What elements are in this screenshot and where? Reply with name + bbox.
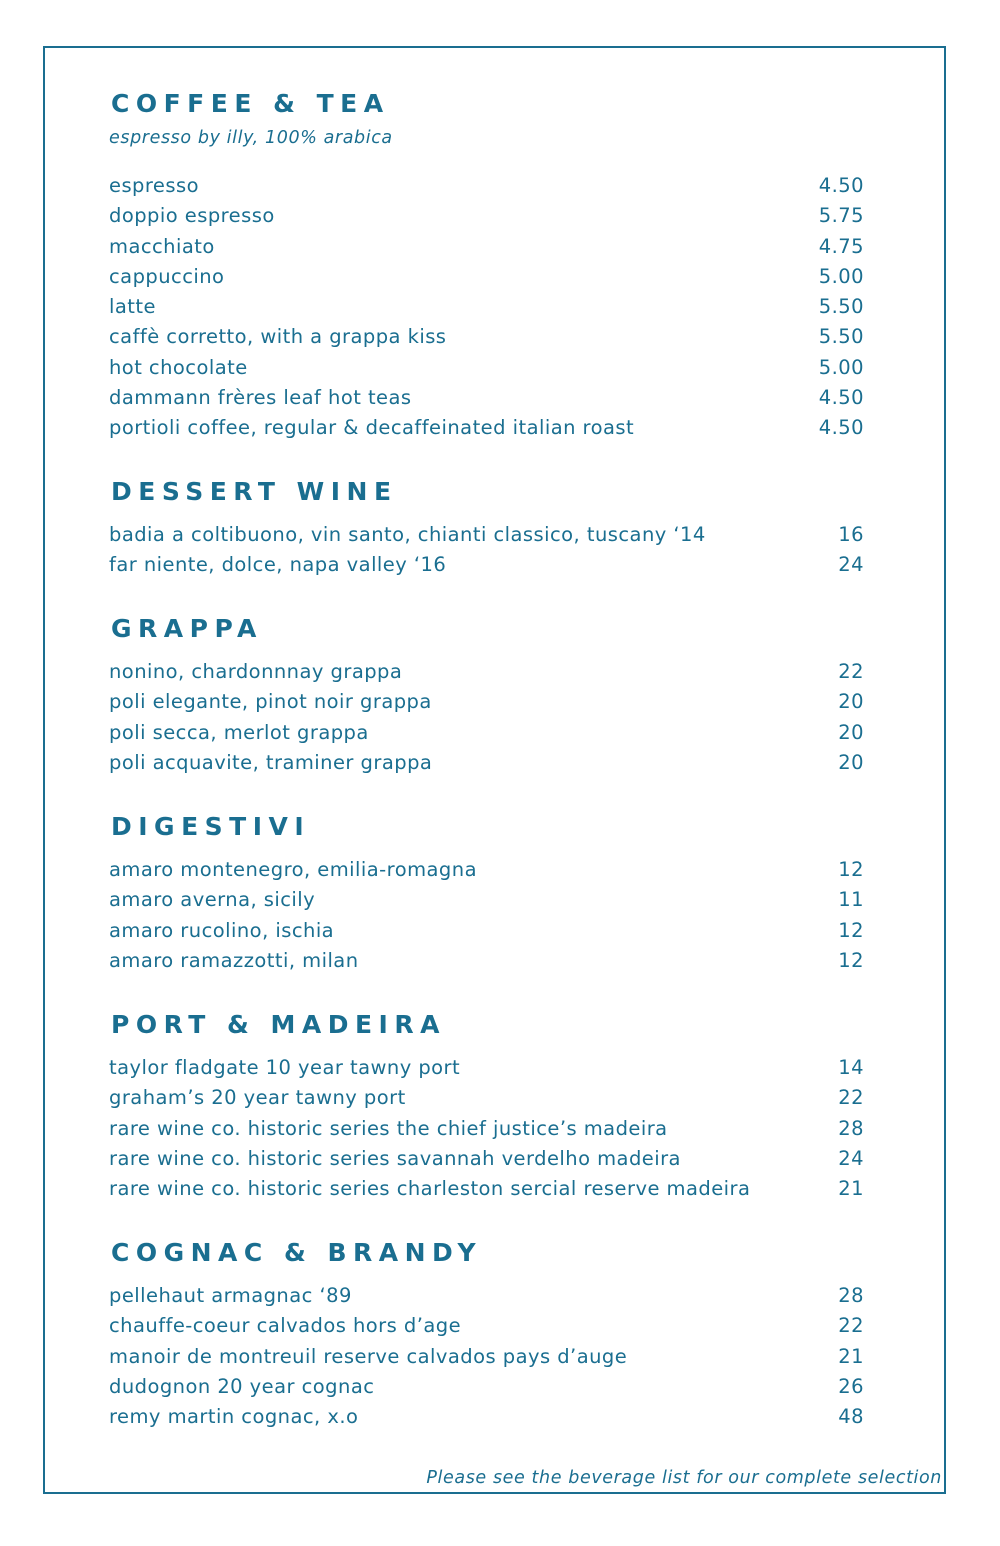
- item-name: macchiato: [109, 234, 215, 258]
- section-title-cognac-brandy: COGNAC & BRANDY: [111, 1238, 483, 1267]
- section-title-port-madeira: PORT & MADEIRA: [111, 1010, 446, 1039]
- item-name: cappuccino: [109, 264, 225, 288]
- menu-item: [109, 1114, 864, 1144]
- menu-item: [109, 262, 864, 292]
- item-price: 24: [838, 553, 864, 577]
- item-name: portioli coffee, regular & decaffeinated italian roast: [109, 416, 635, 440]
- item-price: 22: [838, 660, 864, 683]
- item-price: 4.50: [818, 174, 864, 197]
- item-name: hot chocolate: [109, 355, 248, 379]
- item-price: 14: [838, 1056, 864, 1079]
- item-name: badia a coltibuono, vin santo, chianti classico, tuscany ‘14: [109, 523, 706, 546]
- item-list-dessert-wine: [109, 520, 864, 581]
- item-name: amaro rucolino, ischia: [109, 918, 335, 942]
- item-price: 24: [838, 1146, 864, 1170]
- menu-item: [109, 885, 864, 915]
- item-name: remy martin cognac, x.o: [109, 1405, 359, 1429]
- item-name: poli secca, merlot grappa: [109, 720, 369, 744]
- item-list-digestivi: [109, 855, 864, 976]
- item-price: 20: [838, 690, 864, 714]
- menu-item: [109, 171, 864, 201]
- menu-item: [109, 353, 864, 383]
- item-price: 11: [838, 888, 864, 912]
- section-title-dessert-wine: DESSERT WINE: [111, 477, 398, 506]
- item-price: 5.00: [818, 264, 864, 288]
- item-name: pellehaut armagnac ‘89: [109, 1284, 352, 1307]
- item-price: 28: [838, 1116, 864, 1140]
- menu-item: [109, 1342, 864, 1372]
- item-price: 22: [838, 1086, 864, 1110]
- item-price: 5.50: [818, 295, 864, 319]
- item-price: 16: [838, 523, 864, 546]
- menu-item: [109, 1174, 864, 1204]
- item-name: taylor fladgate 10 year tawny port: [109, 1056, 461, 1079]
- item-name: espresso: [109, 174, 199, 197]
- menu-item: [109, 1372, 864, 1402]
- menu-item: [109, 946, 864, 976]
- item-price: 12: [838, 858, 864, 881]
- item-name: graham’s 20 year tawny port: [109, 1086, 406, 1110]
- section-subtitle-coffee-tea: espresso by illy, 100% arabica: [109, 128, 393, 148]
- item-list-grappa: [109, 657, 864, 778]
- item-name: amaro averna, sicily: [109, 888, 316, 912]
- item-price: 28: [838, 1284, 864, 1307]
- menu-item: [109, 292, 864, 322]
- menu-item: [109, 1083, 864, 1113]
- menu-item: [109, 687, 864, 717]
- item-price: 5.75: [818, 204, 864, 228]
- item-name: dudognon 20 year cognac: [109, 1374, 375, 1398]
- item-name: chauffe-coeur calvados hors d’age: [109, 1314, 462, 1338]
- item-price: 4.50: [818, 386, 864, 410]
- item-name: doppio espresso: [109, 204, 275, 228]
- menu-item: [109, 718, 864, 748]
- item-price: 4.50: [818, 416, 864, 440]
- menu-item: [109, 855, 864, 885]
- item-list-port-madeira: [109, 1053, 864, 1204]
- item-price: 21: [838, 1177, 864, 1201]
- item-price: 20: [838, 750, 864, 774]
- menu-item: [109, 1053, 864, 1083]
- item-name: rare wine co. historic series charleston sercial reserve madeira: [109, 1177, 751, 1201]
- item-price: 5.50: [818, 325, 864, 349]
- menu-item: [109, 1144, 864, 1174]
- menu-item: [109, 916, 864, 946]
- menu-item: [109, 413, 864, 443]
- menu-item: [109, 1281, 864, 1311]
- item-price: 26: [838, 1374, 864, 1398]
- item-price: 5.00: [818, 355, 864, 379]
- menu-item: [109, 657, 864, 687]
- item-name: dammann frères leaf hot teas: [109, 386, 412, 410]
- menu-item: [109, 520, 864, 550]
- section-title-digestivi: DIGESTIVI: [111, 812, 311, 841]
- item-price: 12: [838, 948, 864, 972]
- menu-item: [109, 1402, 864, 1432]
- item-name: latte: [109, 295, 156, 319]
- item-name: far niente, dolce, napa valley ‘16: [109, 553, 447, 577]
- section-title-coffee-tea: COFFEE & TEA: [111, 89, 390, 118]
- menu-item: [109, 748, 864, 778]
- menu-item: [109, 201, 864, 231]
- item-price: 48: [838, 1405, 864, 1429]
- item-price: 12: [838, 918, 864, 942]
- item-price: 4.75: [818, 234, 864, 258]
- item-price: 22: [838, 1314, 864, 1338]
- menu-item: [109, 383, 864, 413]
- menu-item: [109, 232, 864, 262]
- item-name: manoir de montreuil reserve calvados pays d’auge: [109, 1344, 628, 1368]
- item-name: amaro montenegro, emilia-romagna: [109, 858, 477, 881]
- item-name: rare wine co. historic series savannah verdelho madeira: [109, 1146, 681, 1170]
- item-name: poli acquavite, traminer grappa: [109, 750, 433, 774]
- item-list-coffee-tea: [109, 171, 864, 444]
- item-price: 20: [838, 720, 864, 744]
- item-list-cognac-brandy: [109, 1281, 864, 1432]
- item-price: 21: [838, 1344, 864, 1368]
- item-name: nonino, chardonnnay grappa: [109, 660, 403, 683]
- item-name: rare wine co. historic series the chief justice’s madeira: [109, 1116, 668, 1140]
- item-name: caffè corretto, with a grappa kiss: [109, 325, 447, 349]
- menu-item: [109, 1311, 864, 1341]
- menu-item: [109, 550, 864, 580]
- menu-item: [109, 322, 864, 352]
- footnote: Please see the beverage list for our complete selection: [426, 1468, 942, 1488]
- item-name: poli elegante, pinot noir grappa: [109, 690, 432, 714]
- item-name: amaro ramazzotti, milan: [109, 948, 359, 972]
- section-title-grappa: GRAPPA: [111, 614, 263, 643]
